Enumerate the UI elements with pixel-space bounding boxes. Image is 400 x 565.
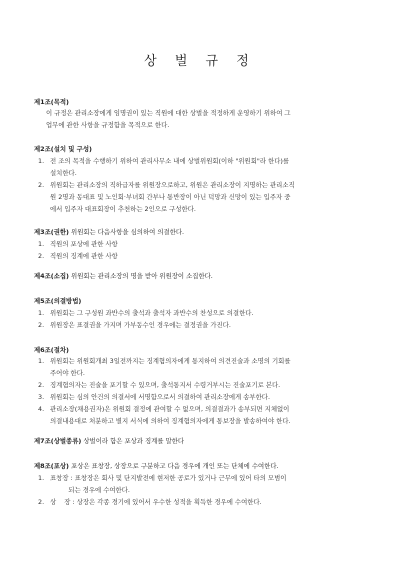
article-6-item-1-line-1: 위원회는 위원회개최 3일전까지는 징계혐의자에게 통지하여 의견진술과 소명의 기회를	[50, 357, 291, 365]
article-5-item-1: 위원회는 그 구성원 과반수의 출석과 출석자 과반수의 찬성으로 의결한다.	[50, 309, 254, 317]
article-6-item-2-number: 2.	[38, 381, 45, 389]
article-3-item-1-number: 1.	[38, 240, 45, 248]
article-4-heading: 제4조(소집) 위원회는 관리소장의 명을 받아 위원장이 소집한다.	[34, 272, 213, 280]
article-6-item-4-line-1: 관리소장(채용권자)은 위원회 결정에 관여할 수 없으며, 의결결과가 송부되면 지체없이	[50, 405, 290, 413]
article-3-item-2-number: 2.	[38, 252, 45, 260]
article-6-heading: 제6조(절차)	[34, 346, 69, 354]
article-8-item-1-line-2: 되는 경우에 수여한다.	[50, 486, 130, 494]
article-2-item-1-line-1: 전 조의 목적을 수행하기 위하여 관리사무소 내에 상벌위원회(이하 "위원회"라 한다)를	[50, 157, 290, 165]
article-2-item-1-line-2: 설치한다.	[50, 169, 77, 177]
article-2-item-1-number: 1.	[38, 157, 45, 165]
article-1-line-2: 업무에 관한 사항을 규정함을 목적으로 한다.	[46, 121, 170, 129]
article-8-item-2: 상 장 : 상장은 각종 경기에 있어서 우수한 성적을 획득한 경우에 수여한다.	[50, 498, 262, 506]
article-3-heading: 제3조(권한) 위원회는 다음사항을 심의하여 의결한다.	[34, 228, 185, 236]
article-2-item-2-line-1: 위원회는 관리소장의 직하급자를 위원장으로하고, 위원은 관리소장이 지명하는 관리소직	[50, 181, 295, 189]
article-2-item-2-number: 2.	[38, 181, 45, 189]
article-6-item-1-line-2: 주어야 한다.	[50, 369, 85, 377]
article-8-heading: 제8조(포상) 포상은 표창장, 상장으로 구분하고 다음 경우에 개인 또는 단체에 수여한다.	[34, 462, 279, 470]
article-2-heading: 제2조(설치 및 구성)	[34, 145, 92, 153]
article-6-item-2: 징계혐의자는 진술을 포기할 수 있으며, 출석통지서 수령거부시는 진술포기로 본다.	[50, 381, 281, 389]
article-2-item-2-line-2: 원 2명과 동대표 및 노인회·부녀회 간부나 통반장이 아닌 덕망과 신망이 있는 입주자 중	[50, 193, 291, 201]
article-3-item-2: 직원의 징계에 관한 사항	[50, 252, 118, 260]
article-8-item-1-number: 1.	[38, 474, 45, 482]
article-2-item-2-line-3: 에서 입주자 대표회장이 추천하는 2인으로 구성한다.	[50, 205, 196, 213]
article-6-item-4-line-2: 의결내용대로 처분하고 별지 서식에 의하여 징계혐의자에게 통보장을 발송하여야 한다.	[50, 417, 291, 425]
article-5-item-1-number: 1.	[38, 309, 45, 317]
article-8-item-1-line-1: 표창장 : 표창장은 회사 및 단지발전에 현저한 공로가 있거나 근무에 있어 타의 모범이	[50, 474, 287, 482]
article-1-heading: 제1조(목적)	[34, 98, 69, 106]
article-8-item-2-number: 2.	[38, 498, 45, 506]
article-5-item-2: 위원장은 표결권을 가지며 가부동수인 경우에는 결정권을 가진다.	[50, 321, 231, 329]
article-6-item-3-number: 3.	[38, 393, 45, 401]
article-6-item-1-number: 1.	[38, 357, 45, 365]
article-5-heading: 제5조(의결방법)	[34, 297, 82, 305]
article-1-line-1: 이 규정은 관리소장에게 임명권이 있는 직원에 대한 상벌을 적정하게 운영하기 위하여 그	[46, 109, 291, 117]
article-6-item-4-number: 4.	[38, 405, 45, 413]
document-title: 상 벌 규 정	[144, 54, 256, 69]
article-5-item-2-number: 2.	[38, 321, 45, 329]
article-3-item-1: 직원의 포상에 관한 사항	[50, 240, 118, 248]
article-7-heading: 제7조(상벌종류) 상벌이라 함은 포상과 징계를 말한다	[34, 437, 185, 445]
article-6-item-3: 위원회는 심의 안건의 의결서에 서명함으로서 의결하여 관리소장에게 송부한다.	[50, 393, 270, 401]
